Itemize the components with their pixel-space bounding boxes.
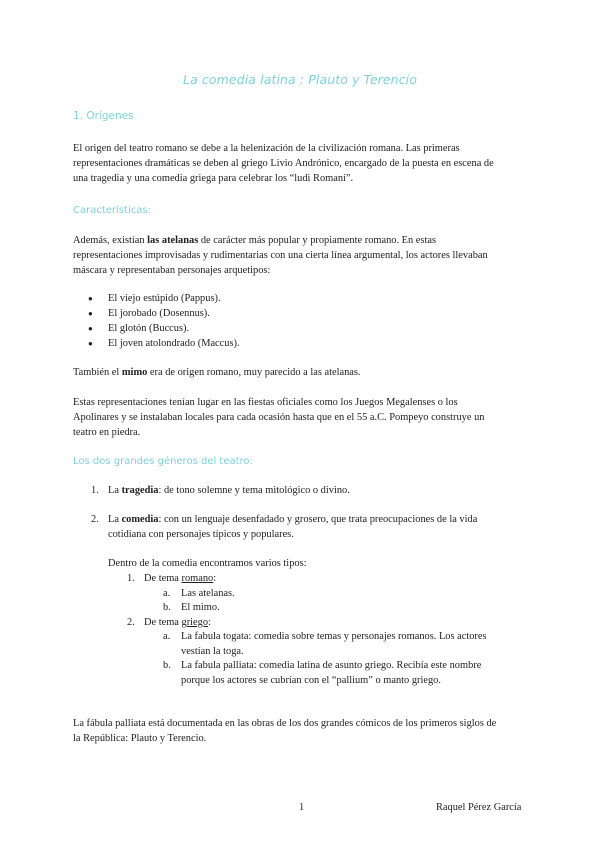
list-item: ● El viejo estúpido (Pappus). [88, 291, 508, 306]
intro-line: representaciones dramáticas se deben al griego Livio Andrónico, encargado de la puesta en escena de [73, 158, 494, 169]
conclusion-paragraph [73, 716, 529, 746]
subtype-item-palliata [181, 658, 481, 688]
list-number: 2. [91, 514, 99, 525]
list-item: ● El jorobado (Dosennus). [88, 306, 508, 321]
underlined-term-griego: griego [181, 617, 209, 628]
text: : [208, 617, 211, 628]
intro-paragraph [73, 141, 529, 186]
text: : [213, 573, 217, 584]
palliata-line: porque los actores se cubrían con el “pallium” o manto griego. [181, 675, 441, 686]
list-letter: a. [163, 588, 171, 599]
fiestas-line: teatro en piedra. [73, 427, 141, 438]
bold-term-atelanas: las atelanas [147, 235, 199, 246]
text: : con un lenguaje desenfadado y grosero, que trata preocupaciones de la vida [158, 514, 478, 525]
list-item: ● El joven atolondrado (Maccus). [88, 336, 508, 351]
text: De tema [144, 573, 182, 584]
list-letter: b. [163, 602, 171, 613]
atelanas-line [73, 233, 529, 248]
comedia-line: cotidiana con personajes típicos y populares. [108, 529, 294, 540]
character-bullet-list [88, 291, 508, 351]
genre-item-comedia [108, 512, 477, 542]
section-heading-generos: Los dos grandes géneros del teatro: [73, 456, 253, 467]
conclusion-line: La fábula palliata está documentada en las obras de los dos grandes cómicos de los primeros siglos de [73, 718, 497, 729]
subtype-griego [144, 615, 211, 630]
document-title: La comedia latina : Plauto y Terencio [183, 72, 417, 87]
fiestas-line: Estas representaciones tenían lugar en las fiestas oficiales como los Juegos Megalenses o los [73, 397, 458, 408]
fiestas-line: Apolinares y se instalaban locales para cada ocasión hasta que en el 55 a.C. Pompeyo construye un [73, 412, 485, 423]
togata-line: La fabula togata: comedia sobre temas y personajes romanos. Los actores [181, 631, 487, 642]
togata-line: vestían la toga. [181, 646, 244, 657]
footer-author: Raquel Pérez García [436, 802, 522, 813]
subtype-romano [144, 571, 216, 586]
text: de carácter más popular y propiamente romano. En estas [198, 235, 437, 246]
text: era de origen romano, muy parecido a las atelanas. [147, 367, 361, 378]
intro-line: una tragedia y una comedia griega para celebrar los “ludi Romani”. [73, 173, 354, 184]
atelanas-paragraph [73, 233, 529, 278]
section-heading-caracteristicas: Características: [73, 205, 151, 216]
list-letter: b. [163, 660, 171, 671]
bold-term-tragedia: tragedia [121, 485, 159, 496]
bold-term-comedia: comedia [121, 514, 159, 525]
text: De tema [144, 617, 182, 628]
palliata-line: La fabula palliata: comedia latina de asunto griego. Recibía este nombre [181, 660, 482, 671]
atelanas-line: máscara y representaban personajes arquetipos: [73, 265, 271, 276]
list-number: 2. [127, 617, 135, 628]
list-item: ● El glotón (Buccus). [88, 321, 508, 336]
text: Además, existían [73, 235, 148, 246]
bold-term-mimo: mimo [121, 367, 148, 378]
section-heading-origenes: 1. Orígenes [73, 110, 134, 122]
subtype-item-atelanas: Las atelanas. [181, 588, 235, 599]
subtype-item-togata [181, 629, 487, 659]
text: También el [73, 367, 122, 378]
text: La [108, 485, 122, 496]
genre-item-tragedia [108, 483, 350, 498]
list-number: 1. [127, 573, 135, 584]
atelanas-line: representaciones improvisadas y rudimentarias con una cierta línea argumental, los actores llevaban [73, 250, 488, 261]
page-number: 1 [299, 802, 305, 813]
subtype-item-mimo: El mimo. [181, 602, 220, 613]
intro-line: El origen del teatro romano se debe a la helenización de la civilización romana. Las primeras [73, 143, 460, 154]
comedia-line [108, 512, 477, 527]
text: : de tono solemne y tema mitológico o divino. [158, 485, 350, 496]
conclusion-line: la República: Plauto y Terencio. [73, 733, 207, 744]
mimo-paragraph [73, 365, 529, 380]
comedia-types-intro: Dentro de la comedia encontramos varios tipos: [108, 558, 307, 569]
list-letter: a. [163, 631, 171, 642]
list-number: 1. [91, 485, 99, 496]
fiestas-paragraph [73, 395, 529, 440]
text: La [108, 514, 122, 525]
underlined-term-romano: romano [181, 573, 214, 584]
